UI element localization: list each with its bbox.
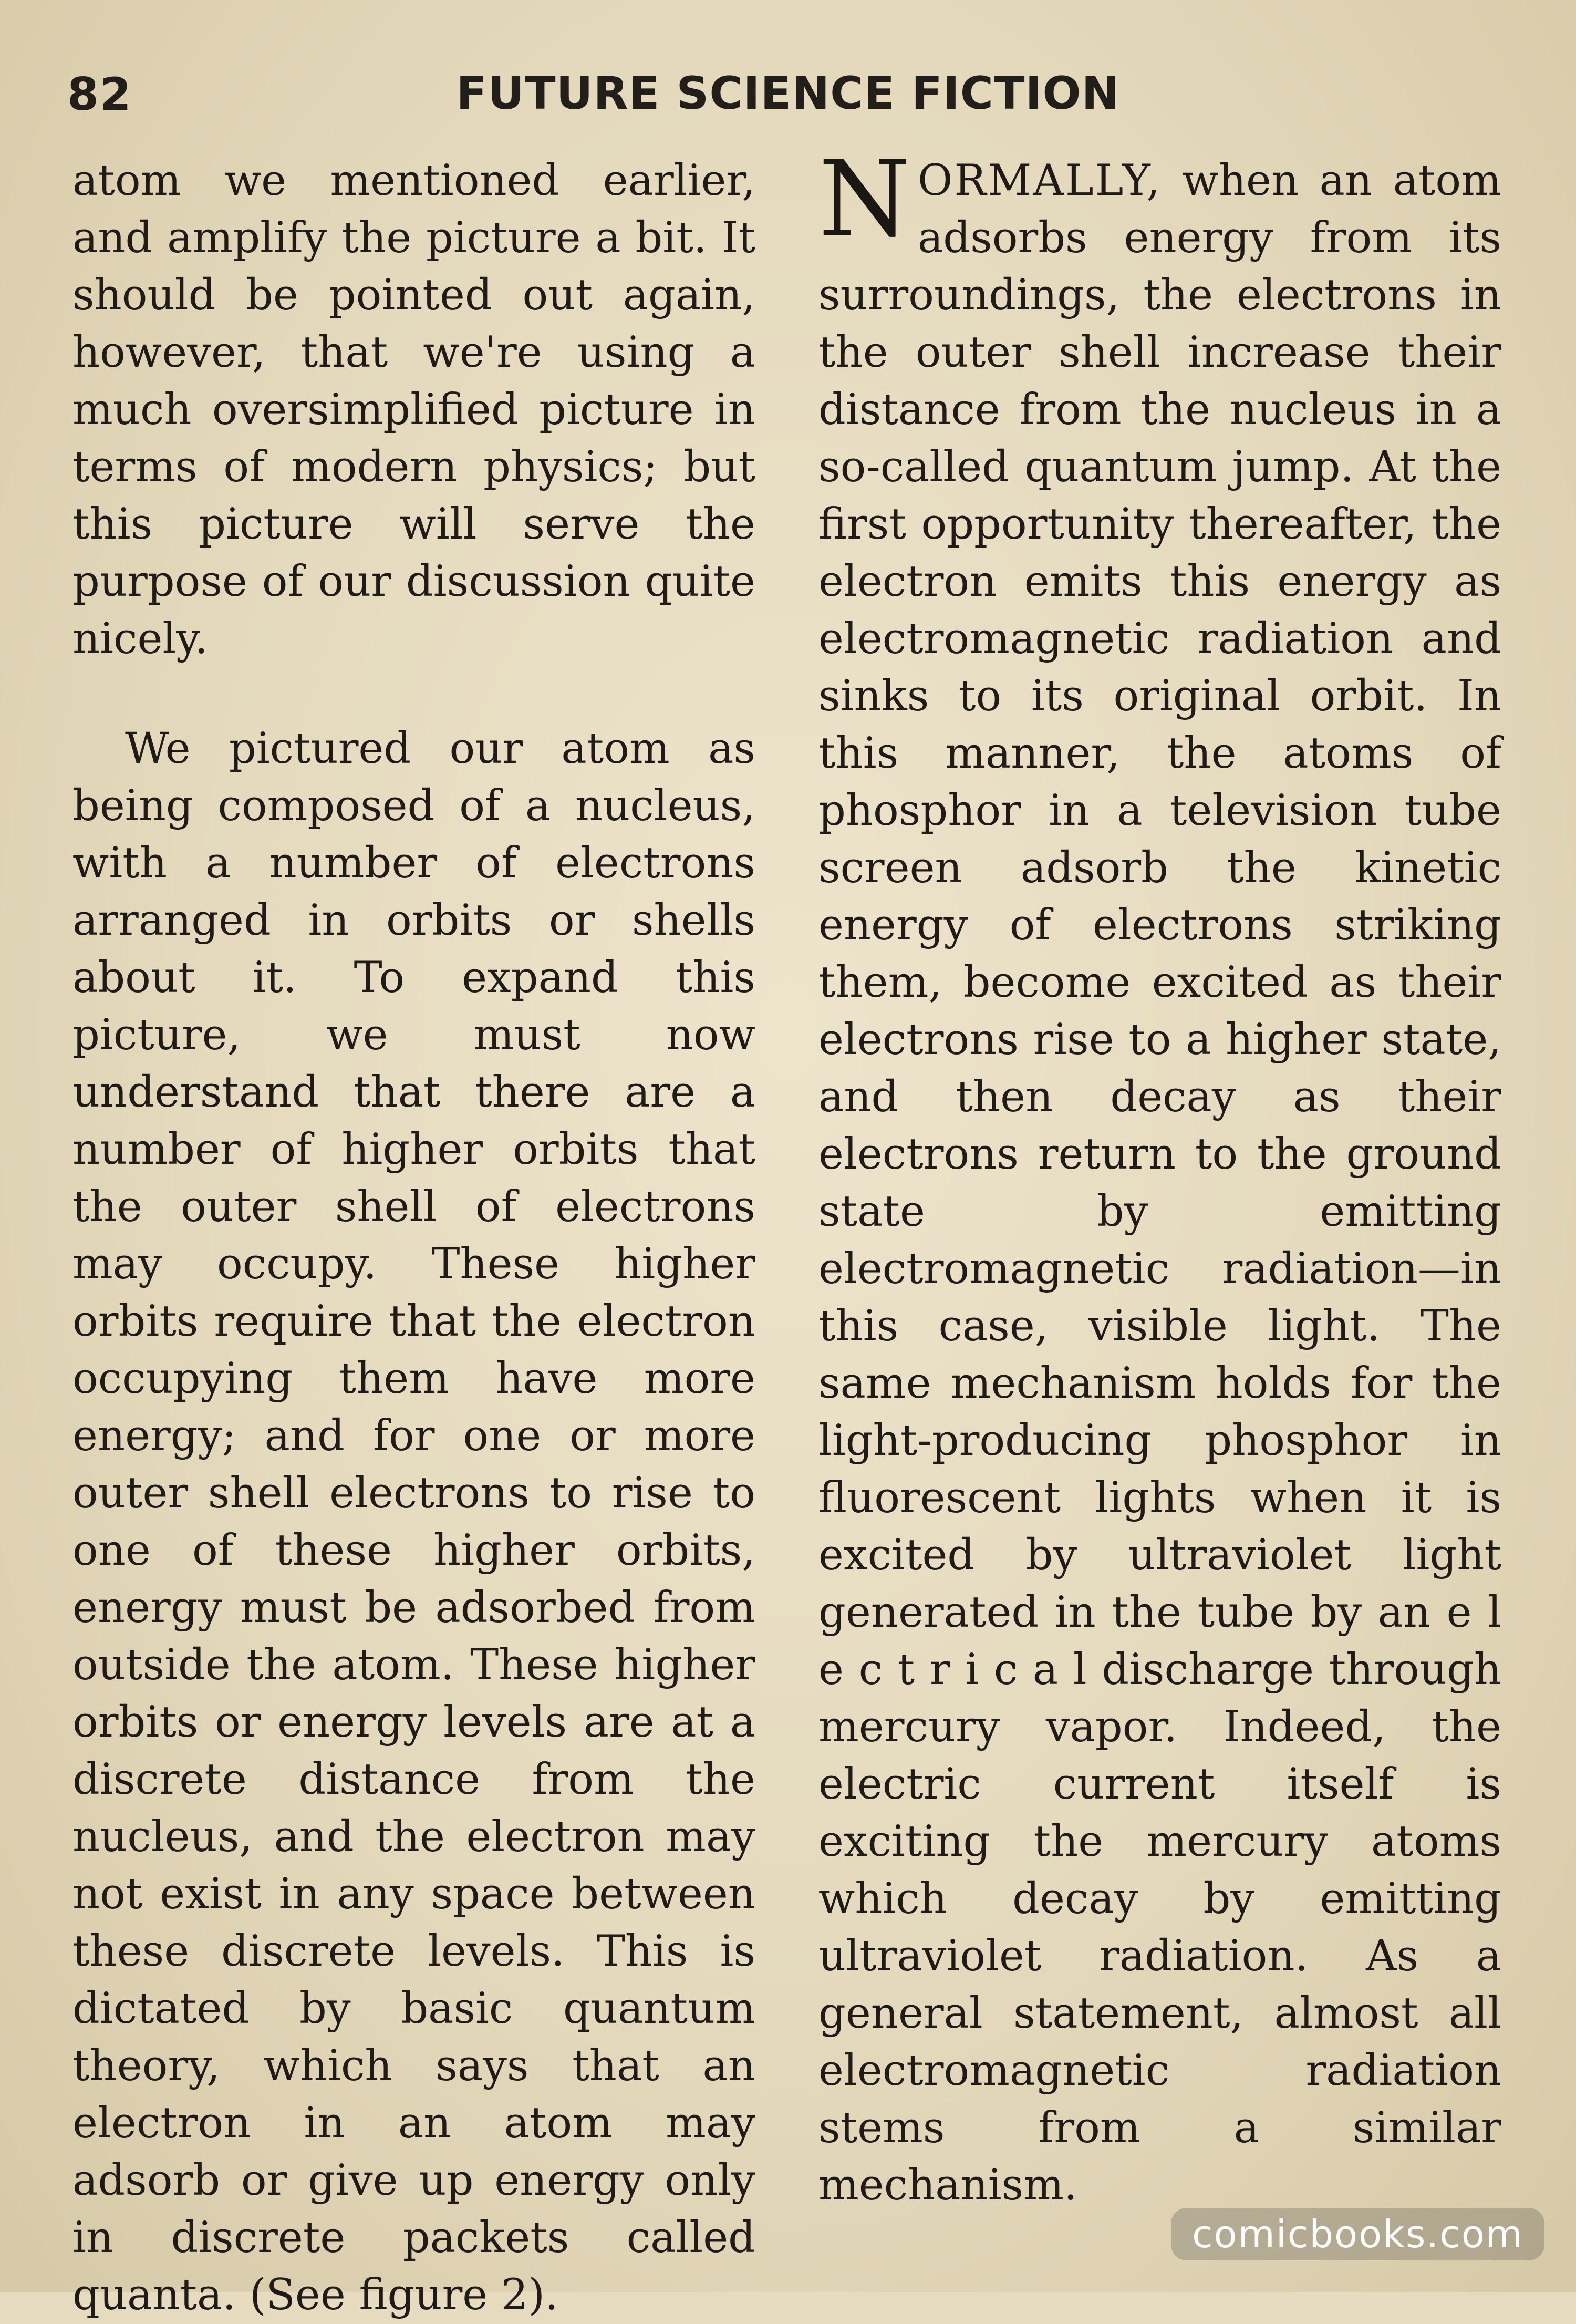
right-column [818,138,1501,2214]
left-paragraph-2: We pictured our atom as being composed of a nucleus, with a number of electrons arranged in orbits or shells about it. To expand this picture, we must now understand that there are a number of higher orbits that the outer shell of electrons may occupy. These higher orbits require that the electron occupying them have more energy; and for one or more outer shell electrons to rise to one of these higher orbits, energy must be adsorbed from outside the atom. These higher orbits or energy levels are at a discrete distance from the nucleus, and the electron may not exist in any space between these discrete levels. This is dictated by basic quantum theory, which says that an electron in an atom may adsorb or give up energy only in discrete packets called quanta. (See figure 2). [72,724,755,2320]
lead-in: ORMALLY, [918,156,1162,205]
page-number: 82 [67,68,132,121]
watermark-logo: comicbooks.com [1171,2208,1544,2260]
left-paragraph-1: atom we mentioned earlier, and amplify the picture a bit. It should be pointed out again, however, that we're using a much oversimplified picture in terms of modern physics; but this picture will serve the purpose of our discussion quite nicely. [72,156,755,664]
right-paragraph-body: when an atom adsorbs energy from its surroundings, the electrons in the outer shell increase their distance from the nucleus in a so-called quantum jump. At the first opportunity thereafter, the electron emits this energy as electromagnetic radiation and sinks to its original orbit. In this manner, the atoms of phosphor in a television tube screen adsorb the kinetic energy of electrons striking them, become excited as their electrons rise to a higher state, and then decay as their electrons return to the ground state by emitting electromagnetic radiation—in this case, visible light. The same mechanism holds for the light-producing phosphor in fluorescent lights when it is excited by ultraviolet light generated in the tube by an e l e c t r i c a l discharge through mercury vapor. Indeed, the electric current itself is exciting the mercury atoms which decay by emitting ultraviolet radiation. As a general statement, almost all electromagnetic radiation stems from a similar mechanism. [818,156,1501,2210]
drop-cap: N [818,138,910,261]
right-paragraph-1 [818,138,1501,2214]
running-head: FUTURE SCIENCE FICTION [456,67,1120,120]
left-column [72,152,755,2324]
